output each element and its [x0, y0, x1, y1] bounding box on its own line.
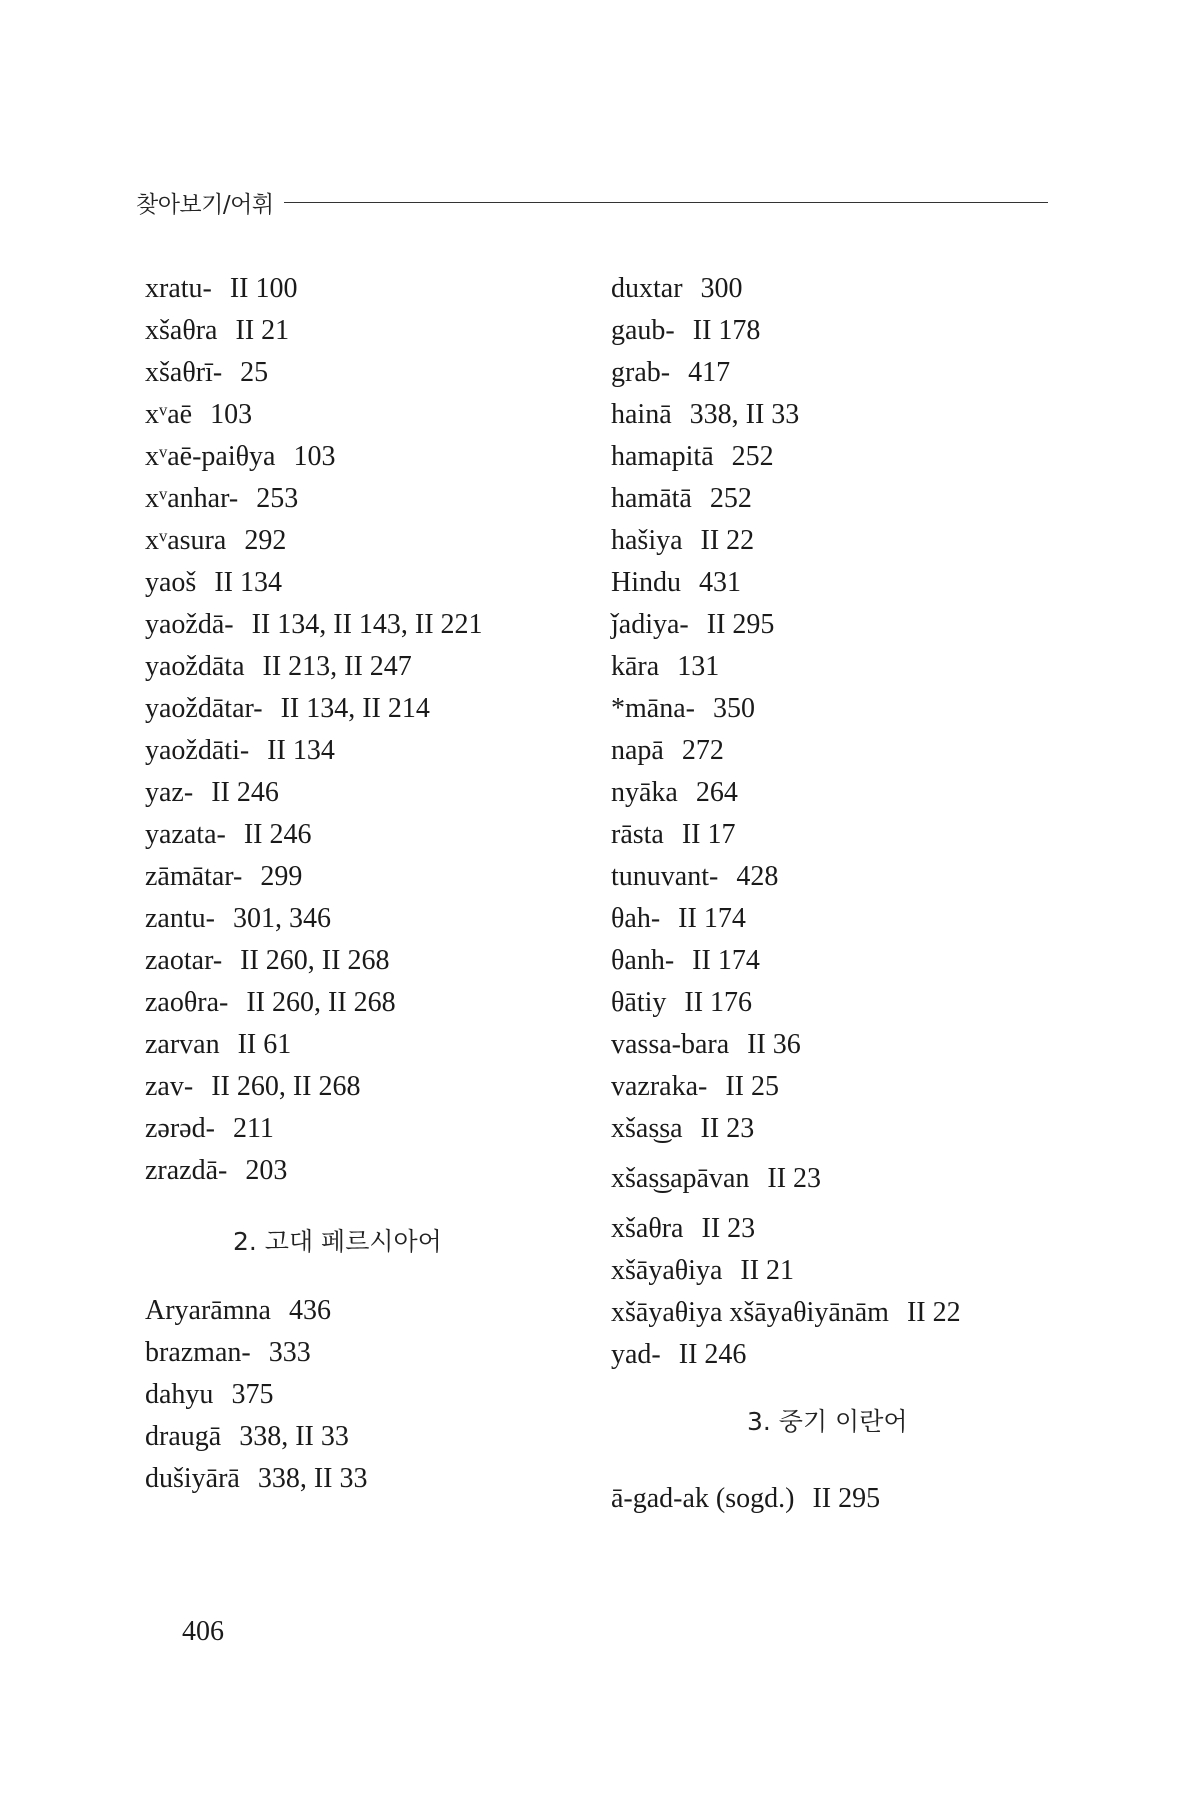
index-entry — [145, 352, 565, 394]
page-reference: 264 — [695, 777, 738, 808]
index-entry — [611, 898, 1071, 940]
page-reference: 338, II 33 — [239, 1421, 349, 1452]
page-reference: 375 — [231, 1379, 274, 1410]
page-reference: II 23 — [701, 1213, 756, 1244]
index-term: xšāyaθiya — [611, 1255, 723, 1286]
index-entry — [611, 1292, 1071, 1334]
index-term: *māna- — [611, 693, 695, 724]
index-entry — [611, 688, 1071, 730]
index-term: vazraka- — [611, 1071, 708, 1102]
index-entry — [611, 604, 1071, 646]
page-reference: II 22 — [700, 525, 755, 556]
index-entry — [145, 1150, 565, 1192]
page-reference: II 23 — [700, 1113, 755, 1144]
page-reference: 333 — [268, 1337, 311, 1368]
page-reference: 203 — [245, 1155, 288, 1186]
page-reference: 131 — [677, 651, 720, 682]
index-term: yaoždāti- — [145, 735, 250, 766]
index-term: Hindu — [611, 567, 681, 598]
page-reference: II 100 — [229, 273, 298, 304]
page-reference: 25 — [240, 357, 269, 388]
index-term: Aryarāmna — [145, 1295, 271, 1326]
index-term: θanh- — [611, 945, 675, 976]
index-term: xᵛaē-paiθya — [145, 441, 276, 472]
index-entry — [145, 1066, 565, 1108]
page-reference: II 295 — [706, 609, 775, 640]
page-reference: II 17 — [681, 819, 736, 850]
page-reference: II 61 — [237, 1029, 292, 1060]
page-reference: 436 — [288, 1295, 331, 1326]
index-term: xratu- — [145, 273, 212, 304]
index-entry — [611, 1108, 1071, 1158]
page-reference: II 134 — [214, 567, 282, 598]
index-term: zaoθra- — [145, 987, 229, 1018]
index-term: yaoš — [145, 567, 197, 598]
index-term: xšāyaθiya xšāyaθiyānām — [611, 1297, 889, 1328]
index-entry — [611, 982, 1071, 1024]
index-entry — [145, 898, 565, 940]
index-term: xᵛasura — [145, 525, 227, 556]
middle-iranian-entries — [611, 1478, 1071, 1520]
index-term: grab- — [611, 357, 671, 388]
index-term: yaoždāta — [145, 651, 245, 682]
page-reference: II 174 — [692, 945, 760, 976]
index-entry — [145, 1108, 565, 1150]
index-entry — [611, 394, 1071, 436]
index-entry — [611, 940, 1071, 982]
index-entry — [611, 1024, 1071, 1066]
index-entry — [145, 1416, 565, 1458]
index-entry — [611, 730, 1071, 772]
page-reference: II 21 — [740, 1255, 795, 1286]
index-entry — [611, 478, 1071, 520]
index-entry — [611, 772, 1071, 814]
page-reference: 431 — [699, 567, 741, 598]
index-column-right — [611, 268, 1071, 1520]
index-entry — [611, 268, 1071, 310]
index-term: gaub- — [611, 315, 675, 346]
index-entry — [611, 814, 1071, 856]
index-term: yazata- — [145, 819, 226, 850]
index-term: duxtar — [611, 273, 683, 304]
index-entry — [611, 562, 1071, 604]
index-term: brazman- — [145, 1337, 251, 1368]
running-head-title: 찾아보기/어휘 — [136, 192, 274, 218]
page-reference: 428 — [736, 861, 779, 892]
page-reference: II 22 — [906, 1297, 961, 1328]
index-term: yaoždā- — [145, 609, 234, 640]
page-reference: 292 — [244, 525, 287, 556]
page-reference: 211 — [232, 1113, 274, 1144]
index-entry — [145, 1374, 565, 1416]
index-entry — [145, 394, 565, 436]
index-entry — [145, 268, 565, 310]
index-term: zərəd- — [145, 1113, 215, 1144]
page-reference: 252 — [709, 483, 752, 514]
section-heading-old-persian: 2. 고대 페르시아어 — [233, 1227, 442, 1256]
page-reference: II 176 — [684, 987, 753, 1018]
index-entry — [145, 730, 565, 772]
index-term: yad- — [611, 1339, 661, 1370]
page-reference: 300 — [700, 273, 743, 304]
index-entry — [611, 520, 1071, 562]
page-reference: 103 — [210, 399, 253, 430]
page-reference: II 260, II 268 — [240, 945, 390, 976]
index-column-left — [145, 268, 565, 1500]
page-reference: 417 — [688, 357, 731, 388]
index-term: tunuvant- — [611, 861, 719, 892]
page-reference: 301, 346 — [232, 903, 331, 934]
page-reference: 272 — [681, 735, 724, 766]
index-term: kāra — [611, 651, 660, 682]
page-reference: II 260, II 268 — [211, 1071, 361, 1102]
index-term: zantu- — [145, 903, 215, 934]
page-reference: II 134, II 214 — [280, 693, 430, 724]
index-entry — [145, 982, 565, 1024]
page-reference: II 213, II 247 — [262, 651, 412, 682]
index-term: nyāka — [611, 777, 678, 808]
index-entry — [145, 814, 565, 856]
index-entry — [145, 1290, 565, 1332]
index-term: xšas͜sa — [611, 1113, 683, 1144]
page-reference: II 23 — [767, 1163, 822, 1194]
index-entry — [611, 646, 1071, 688]
index-entry — [611, 1158, 1071, 1208]
running-head — [136, 186, 1048, 219]
index-term: ǰadiya- — [611, 609, 689, 640]
page-reference: II 260, II 268 — [246, 987, 396, 1018]
page-reference: II 246 — [678, 1339, 747, 1370]
index-term: vassa-bara — [611, 1029, 730, 1060]
index-term: xᵛanhar- — [145, 483, 239, 514]
index-term: θātiy — [611, 987, 667, 1018]
page-reference: 253 — [256, 483, 299, 514]
index-entry — [145, 688, 565, 730]
index-term: xᵛaē — [145, 399, 193, 430]
index-entry — [145, 1458, 565, 1500]
index-term: zrazdā- — [145, 1155, 228, 1186]
index-term: dahyu — [145, 1379, 214, 1410]
page-reference: 350 — [712, 693, 755, 724]
index-entry — [611, 1250, 1071, 1292]
page-reference: 338, II 33 — [689, 399, 800, 430]
index-term: xšaθrī- — [145, 357, 223, 388]
index-term: yaoždātar- — [145, 693, 263, 724]
index-term: zāmātar- — [145, 861, 243, 892]
index-entry — [145, 310, 565, 352]
index-term: hamātā — [611, 483, 692, 514]
index-term: xšas͜sapāvan — [611, 1163, 750, 1194]
index-entry — [145, 436, 565, 478]
running-head-rule — [284, 202, 1048, 203]
index-entry — [145, 562, 565, 604]
index-entry — [611, 856, 1071, 898]
index-entry — [145, 940, 565, 982]
old-persian-entries-continued — [611, 268, 1071, 1376]
index-term: hainā — [611, 399, 672, 430]
page-number: 406 — [182, 1616, 224, 1647]
page-reference: II 174 — [678, 903, 746, 934]
index-entry — [145, 646, 565, 688]
page-reference: II 246 — [243, 819, 312, 850]
page-reference: 103 — [293, 441, 336, 472]
index-entry — [145, 604, 565, 646]
index-entry — [145, 1024, 565, 1066]
index-entry — [145, 1332, 565, 1374]
index-entry — [611, 310, 1071, 352]
index-term: zarvan — [145, 1029, 220, 1060]
section-heading-middle-iranian: 3. 중기 이란어 — [747, 1407, 908, 1436]
old-persian-entries — [145, 1290, 565, 1500]
index-entry — [611, 1066, 1071, 1108]
page-reference: 338, II 33 — [257, 1463, 368, 1494]
index-term: draugā — [145, 1421, 222, 1452]
index-term: rāsta — [611, 819, 664, 850]
index-entry — [145, 520, 565, 562]
index-entry — [145, 772, 565, 814]
page-reference: II 25 — [725, 1071, 780, 1102]
page-reference: II 295 — [812, 1483, 881, 1514]
index-term: hamapitā — [611, 441, 714, 472]
index-term: xšaθra — [145, 315, 218, 346]
page-reference: II 178 — [692, 315, 761, 346]
index-term: xšaθra — [611, 1213, 684, 1244]
index-entry — [611, 1478, 1071, 1520]
index-term: θah- — [611, 903, 661, 934]
page-reference: II 134, II 143, II 221 — [251, 609, 483, 640]
page-reference: 252 — [731, 441, 774, 472]
page-reference: II 36 — [747, 1029, 801, 1060]
index-entry — [611, 352, 1071, 394]
index-term: napā — [611, 735, 664, 766]
index-term: zav- — [145, 1071, 194, 1102]
avestan-entries — [145, 268, 565, 1192]
index-term: zaotar- — [145, 945, 223, 976]
page-reference: II 134 — [267, 735, 335, 766]
page-reference: II 21 — [235, 315, 290, 346]
index-term: ā-gad-ak (sogd.) — [611, 1483, 795, 1514]
index-entry — [611, 436, 1071, 478]
index-entry — [145, 478, 565, 520]
index-entry — [611, 1334, 1071, 1376]
page-reference: II 246 — [211, 777, 279, 808]
index-term: hašiya — [611, 525, 683, 556]
index-entry — [611, 1208, 1071, 1250]
index-term: dušiyārā — [145, 1463, 240, 1494]
index-term: yaz- — [145, 777, 194, 808]
index-entry — [145, 856, 565, 898]
page-reference: 299 — [260, 861, 303, 892]
